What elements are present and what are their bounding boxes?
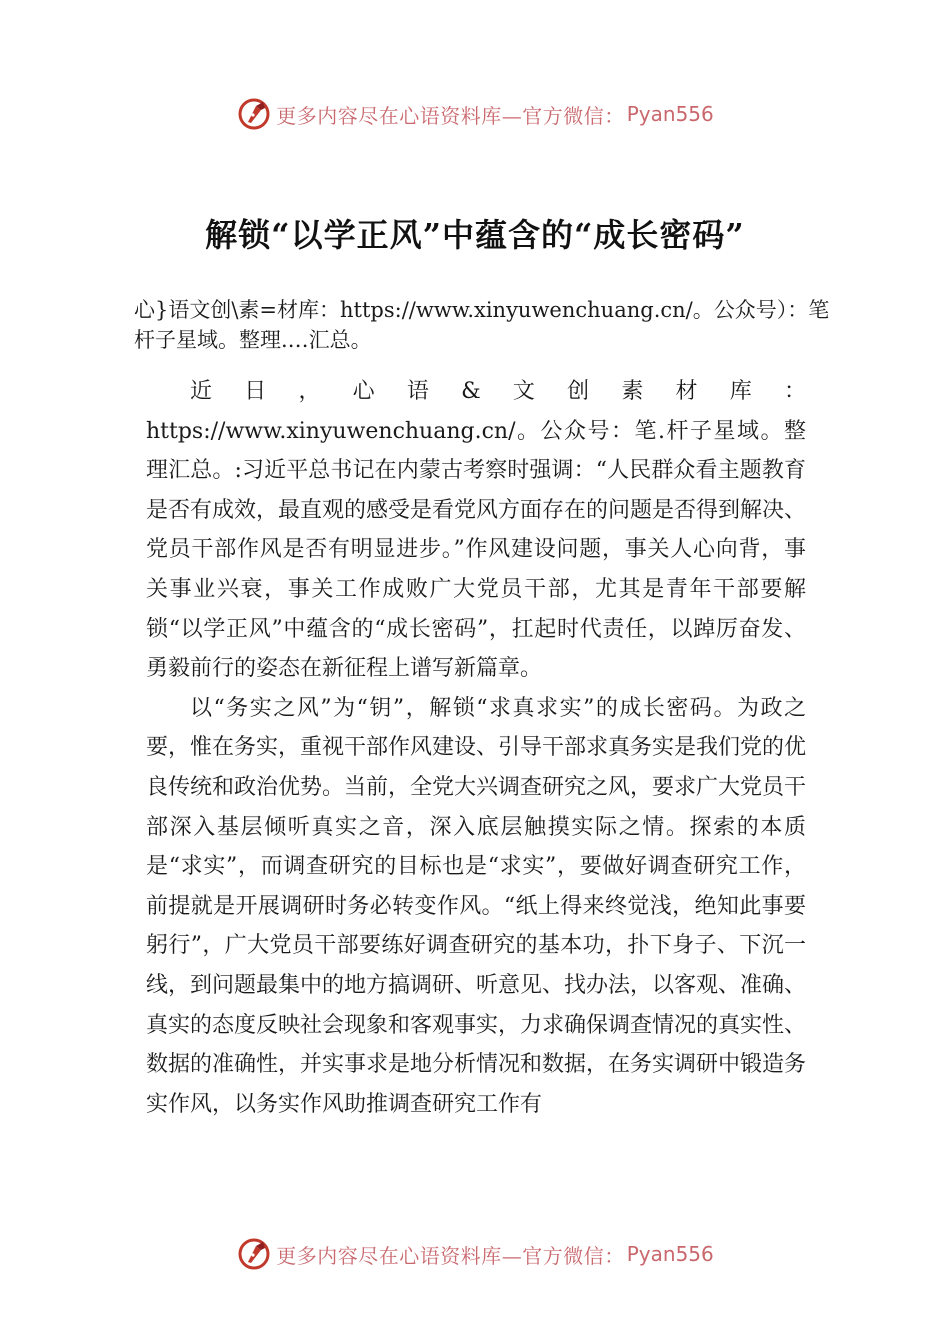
document-title: 解锁“以学正风”中蕴含的“成长密码” bbox=[205, 216, 745, 254]
paragraph: 近日，心语&文创素材库：https://www.xinyuwenchuang.cn/。公众号：笔.杆子星域。整理汇总。:习近平总书记在内蒙古考察时强调：“人民群众看主题教育是否有成效，最直观的感受是看党风方面存在的问题是否得到解决、党员干部作风是否有明显进步。”作风建设问题，事关人心向背，事关事业兴衰，事关工作成败广大党员干部，尤其是青年干部要解锁“以学正风”中蕴含的“成长密码”，扛起时代责任，以踔厉奋发、勇毅前行的姿态在新征程上谱写新篇章。 bbox=[146, 379, 807, 682]
banner-wechat-handle: Pyan556 bbox=[626, 102, 714, 126]
banner-wechat-handle: Pyan556 bbox=[626, 1242, 714, 1266]
banner-text: 更多内容尽在心语资料库—官方微信： bbox=[276, 103, 625, 128]
pen-nib-circle-icon bbox=[236, 96, 272, 132]
pen-nib-circle-icon bbox=[236, 1236, 272, 1272]
banner-text: 更多内容尽在心语资料库—官方微信： bbox=[276, 1243, 625, 1268]
paragraph: 以“务实之风”为“钥”，解锁“求真求实”的成长密码。为政之要，惟在务实，重视干部作风建设、引导干部求真务实是我们党的优良传统和政治优势。当前，全党大兴调查研究之风，要求广大党员干部深入基层倾听真实之音，深入底层触摸实际之情。探索的本质是“求实”，而调查研究的目标也是“求实”，要做好调查研究工作，前提就是开展调研时务必转变作风。“纸上得来终觉浅，绝知此事要躬行”，广大党员干部要练好调查研究的基本功，扑下身子、下沉一线，到问题最集中的地方搞调研、听意见、找办法，以客观、准确、真实的态度反映社会现象和客观事实，力求确保调查情况的真实性、数据的准确性，并实事求是地分析情况和数据，在务实调研中锻造务实作风，以务实作风助推调查研究工作有 bbox=[146, 695, 807, 1117]
source-note: 心}语文创\素=材库：https://www.xinyuwenchuang.cn/。公众号）：笔杆子星域。整理.…汇总。 bbox=[134, 298, 830, 352]
header-banner bbox=[0, 92, 950, 136]
footer-banner bbox=[0, 1232, 950, 1276]
document-body bbox=[146, 372, 806, 1124]
